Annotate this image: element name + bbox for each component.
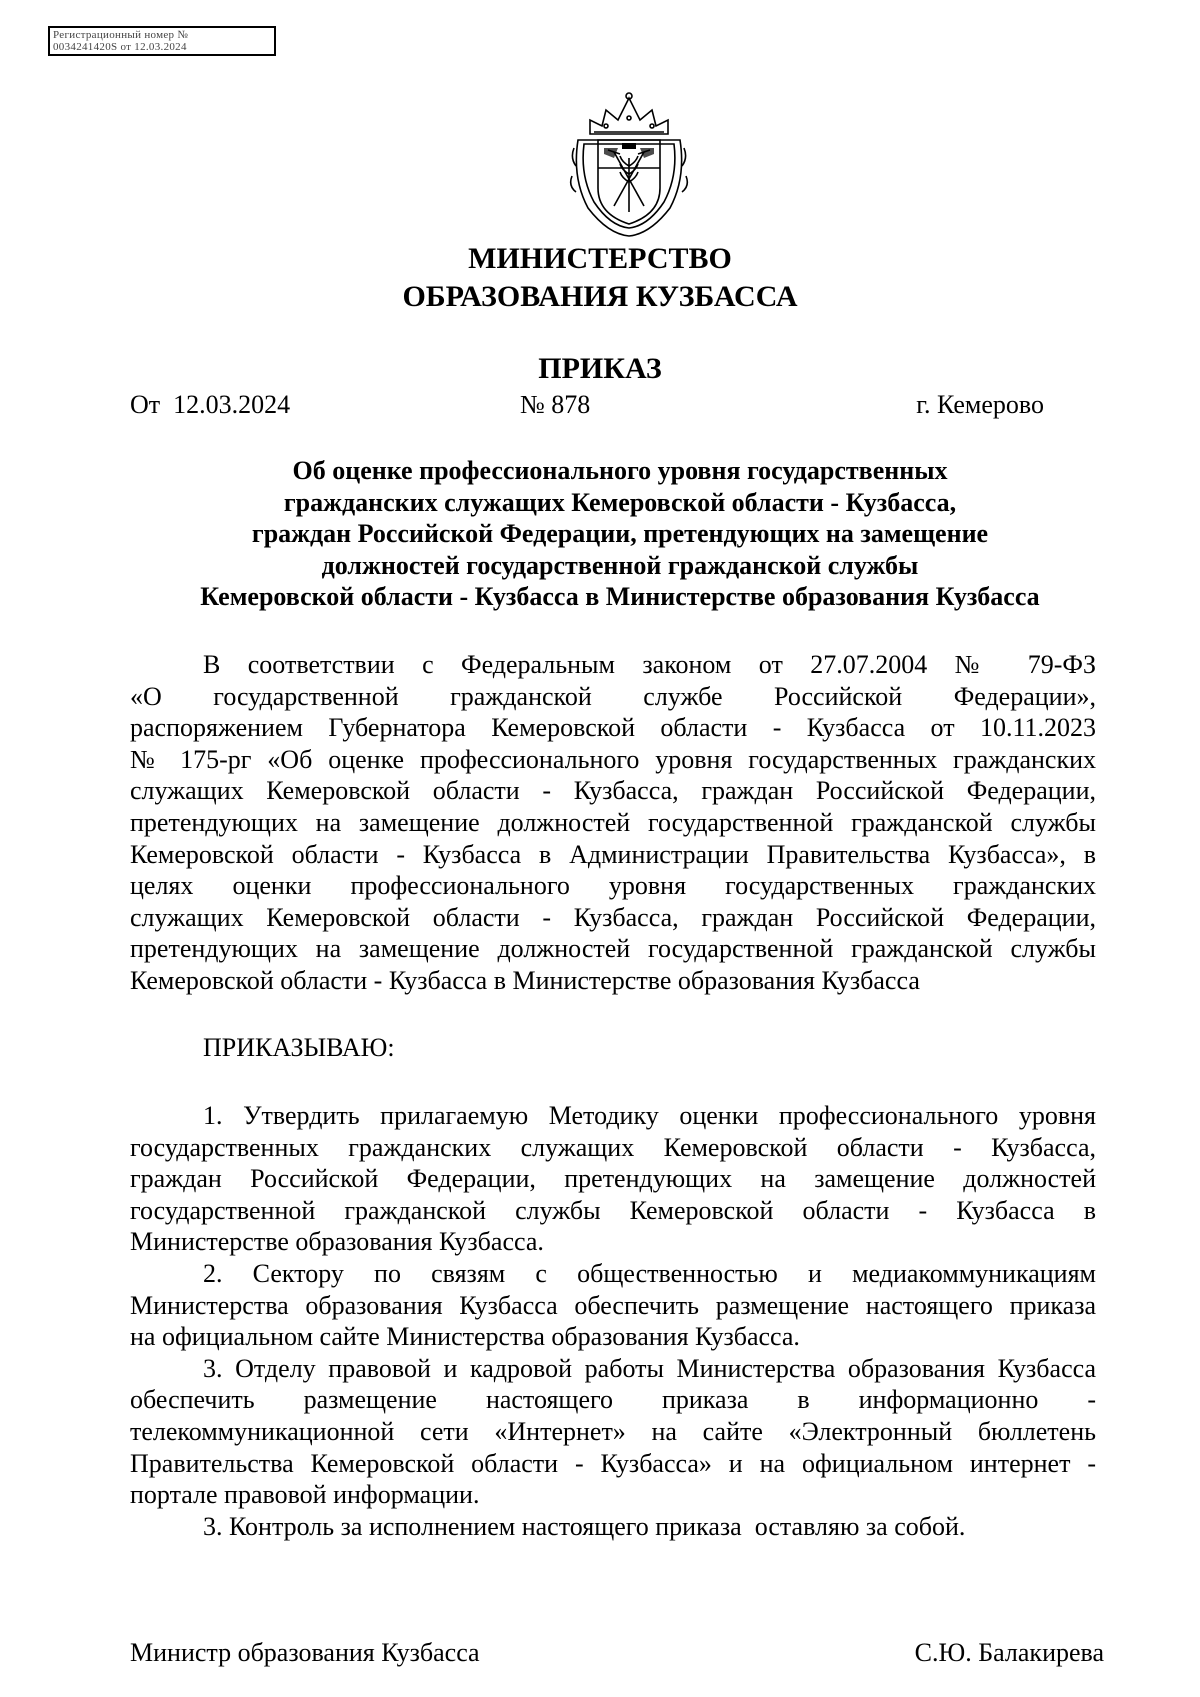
order-word	[130, 1032, 1096, 1064]
organization-line-2: ОБРАЗОВАНИЯ КУЗБАССА	[402, 280, 798, 313]
registration-line-1: Регистрационный номер №	[53, 29, 189, 41]
subject-line: должностей государственной гражданской службы	[321, 550, 919, 580]
preamble-line: претендующих на замещение должностей государственной гражданской службы	[130, 807, 1096, 837]
preamble-paragraph	[130, 649, 1096, 997]
organization-line-1: МИНИСТЕРСТВО	[468, 242, 732, 275]
order-city: г. Кемерово	[916, 390, 1044, 419]
point-1-line: 1. Утвердить прилагаемую Методику оценки профессионального уровня	[203, 1101, 1096, 1130]
document-type: ПРИКАЗ	[538, 352, 662, 385]
point-3-line: Правительства Кемеровской области - Кузбасса» и на официальном интернет -	[130, 1448, 1096, 1478]
preamble-line: служащих Кемеровской области - Кузбасса, граждан Российской Федерации,	[130, 902, 1096, 932]
preamble-line: № 175-рг «Об оценке профессионального уровня государственных гражданских	[130, 744, 1096, 774]
preamble-line: «О государственной гражданской службе Российской Федерации»,	[130, 681, 1096, 711]
preamble-line: Кемеровской области - Кузбасса в Министерстве образования Кузбасса	[130, 965, 920, 995]
point-2-line: на официальном сайте Министерства образования Кузбасса.	[130, 1322, 800, 1352]
subject-line: Об оценке профессионального уровня государственных	[292, 456, 948, 485]
preamble-line: служащих Кемеровской области - Кузбасса, граждан Российской Федерации,	[130, 776, 1096, 806]
subject-line: Кемеровской области - Кузбасса в Министерстве образования Кузбасса	[200, 582, 1040, 611]
preamble-line: Кемеровской области - Кузбасса в Администрации Правительства Кузбасса», в	[130, 839, 1096, 869]
point-3-line: портале правовой информации.	[130, 1480, 480, 1510]
point-4-line: 3. Контроль за исполнением настоящего приказа оставляю за собой.	[203, 1511, 966, 1541]
registration-stamp	[48, 26, 276, 56]
subject-line: граждан Российской Федерации, претендующих на замещение	[251, 519, 989, 548]
subject-line: гражданских служащих Кемеровской области - Кузбасса,	[283, 487, 957, 517]
order-date: От 12.03.2024	[130, 390, 291, 419]
preamble-line: претендующих на замещение должностей государственной гражданской службы	[130, 934, 1096, 964]
point-3-line: 3. Отделу правовой и кадровой работы Министерства образования Кузбасса	[203, 1353, 1096, 1383]
registration-line-2: 0034241420S от 12.03.2024	[53, 41, 187, 53]
point-3-line: телекоммуникационной сети «Интернет» на сайте «Электронный бюллетень	[130, 1416, 1096, 1446]
order-word-text: ПРИКАЗЫВАЮ:	[203, 1033, 395, 1062]
point-2-line: Министерства образования Кузбасса обеспечить размещение настоящего приказа	[130, 1290, 1096, 1320]
point-1-line: Министерстве образования Кузбасса.	[130, 1227, 544, 1257]
point-1-line: граждан Российской Федерации, претендующих на замещение должностей	[130, 1164, 1096, 1194]
point-1-line: государственной гражданской службы Кемеровской области - Кузбасса в	[130, 1195, 1096, 1225]
signatory-name: С.Ю. Балакирева	[914, 1638, 1104, 1667]
point-2-line: 2. Сектору по связям с общественностью и медиакоммуникациям	[203, 1258, 1096, 1288]
point-3-line: обеспечить размещение настоящего приказа в информационно -	[130, 1385, 1096, 1415]
preamble-line: целях оценки профессионального уровня государственных гражданских	[130, 871, 1096, 901]
preamble-line: распоряжением Губернатора Кемеровской области - Кузбасса от 10.11.2023	[130, 713, 1096, 743]
order-subject	[140, 455, 1100, 613]
point-1-line: государственных гражданских служащих Кемеровской области - Кузбасса,	[130, 1132, 1096, 1162]
preamble-line: В соответствии с Федеральным законом от 27.07.2004 № 79-ФЗ	[203, 650, 1096, 679]
signatory-position: Министр образования Кузбасса	[130, 1638, 480, 1667]
kuzbass-coat-of-arms-icon	[568, 88, 690, 238]
order-points	[130, 1100, 1096, 1542]
organization-name	[0, 240, 1200, 316]
order-number: № 878	[520, 390, 591, 419]
